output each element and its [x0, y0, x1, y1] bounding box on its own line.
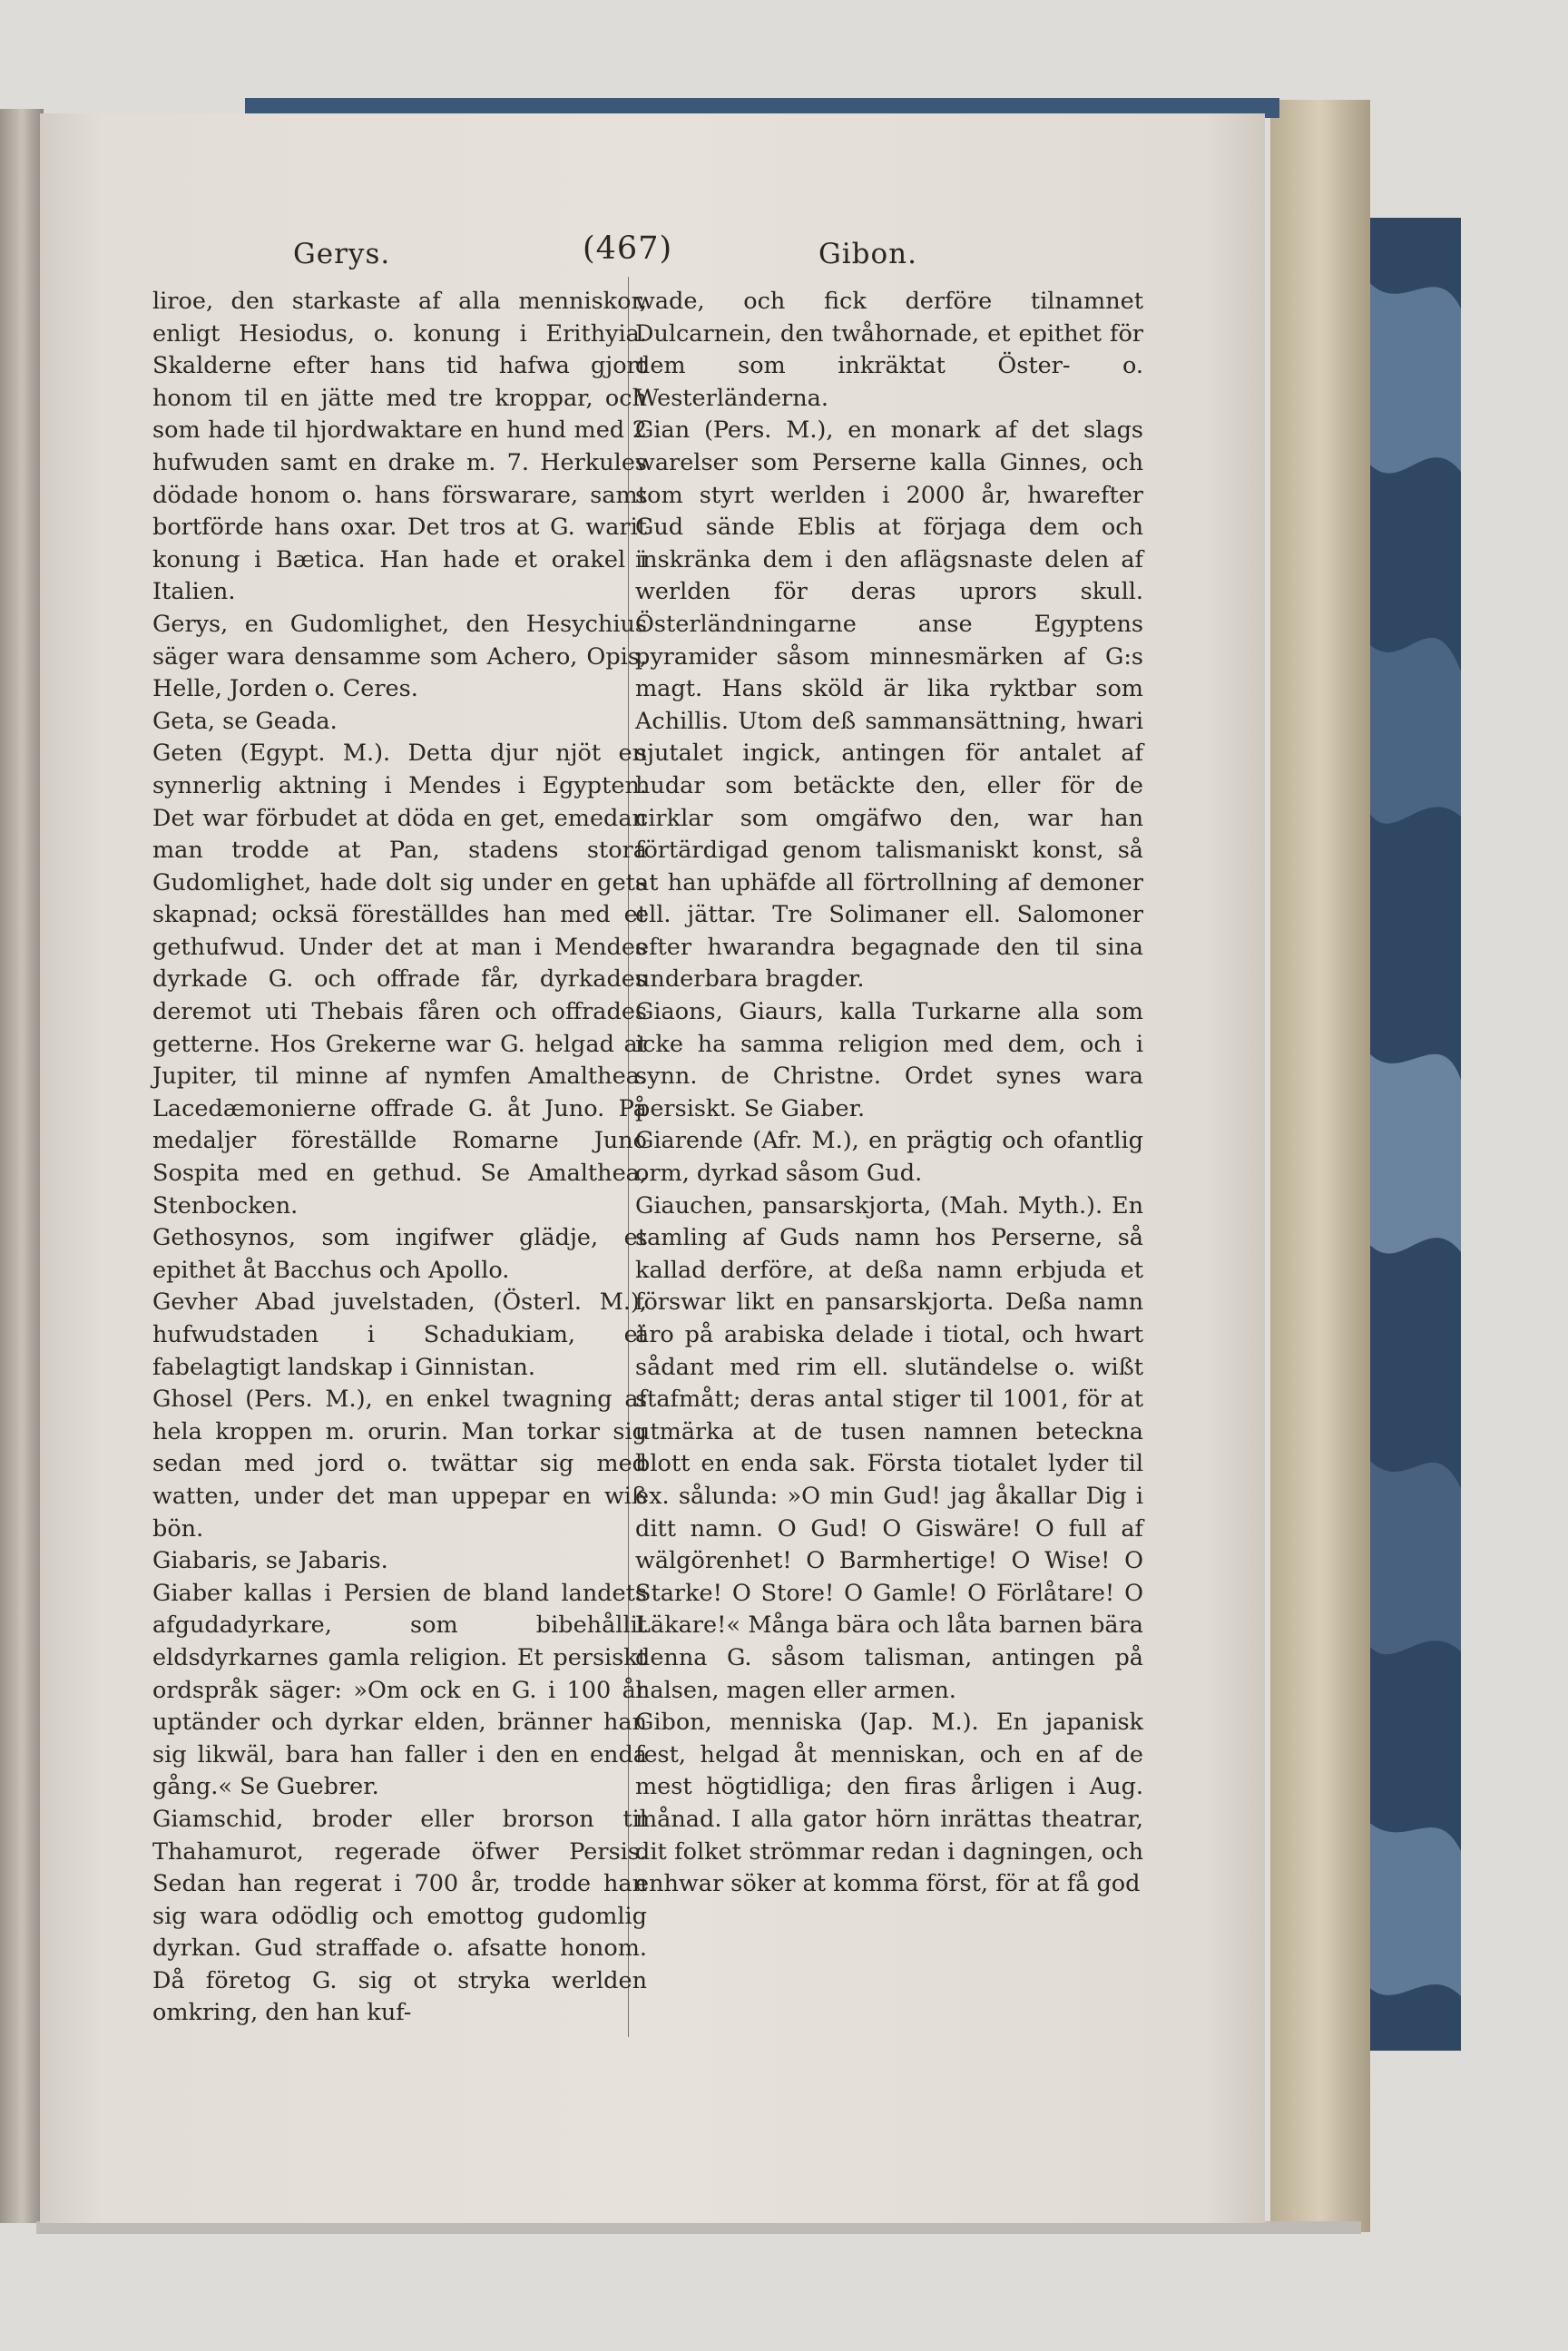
- left-column: [152, 286, 647, 2030]
- entry-paragraph: Gerys, en Gudomlighet, den Hesychius säger wara densamme som Achero, Opis, Helle, Jorden o. Ceres.: [152, 610, 647, 703]
- page-number: (467): [583, 230, 673, 267]
- entry-paragraph: Giabaris, se Jabaris.: [152, 1547, 388, 1575]
- entry-paragraph: wade, och fick derföre tilnamnet Dulcarnein, den twåhornade, et epithet för dem som inkräktat Öster- o. Westerländerna.: [635, 288, 1143, 412]
- entry-paragraph: Gian (Pers. M.), en monark af det slags warelser som Perserne kalla Ginnes, och som styrt werlden i 2000 år, hwarefter Gud sände Eblis at förjaga dem och inskränka dem i den aflägsnaste delen af werlden för deras uprors skull. Österländningarne anse Egyptens pyramider såsom minnesmärken af G:s magt. Hans sköld är lika ryktbar som Achillis. Utom deß sammansättning, hwari sjutalet ingick, antingen för antalet af hudar som betäckte den, eller för de cirklar som omgäfwo den, war han förtärdigad genom talismaniskt konst, så at han uphäfde all förtrollning af demoner ell. jättar. Tre Solimaner ell. Salomoner efter hwarandra begagnade den til sina underbara bragder.: [635, 416, 1143, 994]
- entry-paragraph: Gevher Abad juvelstaden, (Österl. M.), hufwudstaden i Schadukiam, et fabelagtigt landskap i Ginnistan.: [152, 1288, 647, 1381]
- page-edges: [1270, 100, 1370, 2232]
- entry-paragraph: Giarende (Afr. M.), en prägtig och ofantlig orm, dyrkad såsom Gud.: [635, 1127, 1143, 1188]
- entry-paragraph: Giamschid, broder eller brorson til Thahamurot, regerade öfwer Persis. Sedan han regerat i 700 år, trodde han sig wara odödlig och emottog gudomlig dyrkan. Gud straffade o. afsatte honom. Då företog G. sig ot stryka werlden omkring, den han kuf-: [152, 1805, 647, 2027]
- entry-paragraph: Gethosynos, som ingifwer glädje, et epithet åt Bacchus och Apollo.: [152, 1224, 647, 1284]
- entry-paragraph: Ghosel (Pers. M.), en enkel twagning af hela kroppen m. orurin. Man torkar sig sedan med jord o. twättar sig med watten, under det man uppepar en wiß bön.: [152, 1386, 647, 1543]
- entry-paragraph: Giaons, Giaurs, kalla Turkarne alla som icke ha samma religion med dem, och i synn. de Christne. Ordet synes wara persiskt. Se Giaber.: [635, 998, 1143, 1122]
- entry-paragraph: Gibon, menniska (Jap. M.). En japanisk fest, helgad åt menniskan, och en af de mest högtidliga; den firas årligen i Aug. månad. I alla gator hörn inrättas theatrar, dit folket strömmar redan i dagningen, och enhwar söker at komma först, för at få god: [635, 1709, 1143, 1898]
- entry-paragraph: Giauchen, pansarskjorta, (Mah. Myth.). En samling af Guds namn hos Perserne, så kallad derföre, at deßa namn erbjuda et förswar likt en pansarskjorta. Deßa namn äro på arabiska delade i tiotal, och hwart sådant med rim ell. slutändelse o. wißt stafmått; deras antal stiger til 1001, för at utmärka at de tusen namnen beteckna blott en enda sak. Första tiotalet lyder til ex. sålunda: »O min Gud! jag åkallar Dig i ditt namn. O Gud! O Giswäre! O full af wälgörenhet! O Barmhertige! O Wise! O Starke! O Store! O Gamle! O Förlåtare! O Läkare!« Många bära och låta barnen bära denna G. såsom talisman, antingen på halsen, magen eller armen.: [635, 1191, 1143, 1704]
- right-column: [635, 286, 1143, 1901]
- entry-paragraph: Geta, se Geada.: [152, 707, 338, 735]
- header-left-keyword: Gerys.: [293, 238, 391, 270]
- entry-paragraph: Geten (Egypt. M.). Detta djur njöt en synnerlig aktning i Mendes i Egypten. Det war förbudet at döda en get, emedan man trodde at Pan, stadens stora Gudomlighet, hade dolt sig under en gets skapnad; ocksä föreställdes han med et gethufwud. Under det at man i Mendes dyrkade G. och offrade får, dyrkades deremot uti Thebais fåren och offrades getterne. Hos Grekerne war G. helgad at Jupiter, til minne af nymfen Amalthea. Lacedæmonierne offrade G. åt Juno. På medaljer föreställde Romarne Juno Sospita med en gethud. Se Amalthea, Stenbocken.: [152, 740, 647, 1220]
- book-spine: [0, 109, 44, 2223]
- entry-paragraph: Giaber kallas i Persien de bland landets afgudadyrkare, som bibehållit eldsdyrkarnes gamla religion. Et persiskt ordspråk säger: »Om ock en G. i 100 år uptänder och dyrkar elden, bränner han sig likwäl, bara han faller i den en enda gång.« Se Guebrer.: [152, 1579, 647, 1801]
- entry-paragraph: liroe, den starkaste af alla menniskor, enligt Hesiodus, o. konung i Erithyia. Skalderne efter hans tid hafwa gjort honom til en jätte med tre kroppar, och som hade til hjordwaktare en hund med 2 hufwuden samt en drake m. 7. Herkules dödade honom o. hans förswarare, samt bortförde hans oxar. Det tros at G. warit konung i Bætica. Han hade et orakel i Italien.: [152, 288, 647, 606]
- page-header: [64, 230, 1270, 283]
- header-right-keyword: Gibon.: [818, 238, 918, 270]
